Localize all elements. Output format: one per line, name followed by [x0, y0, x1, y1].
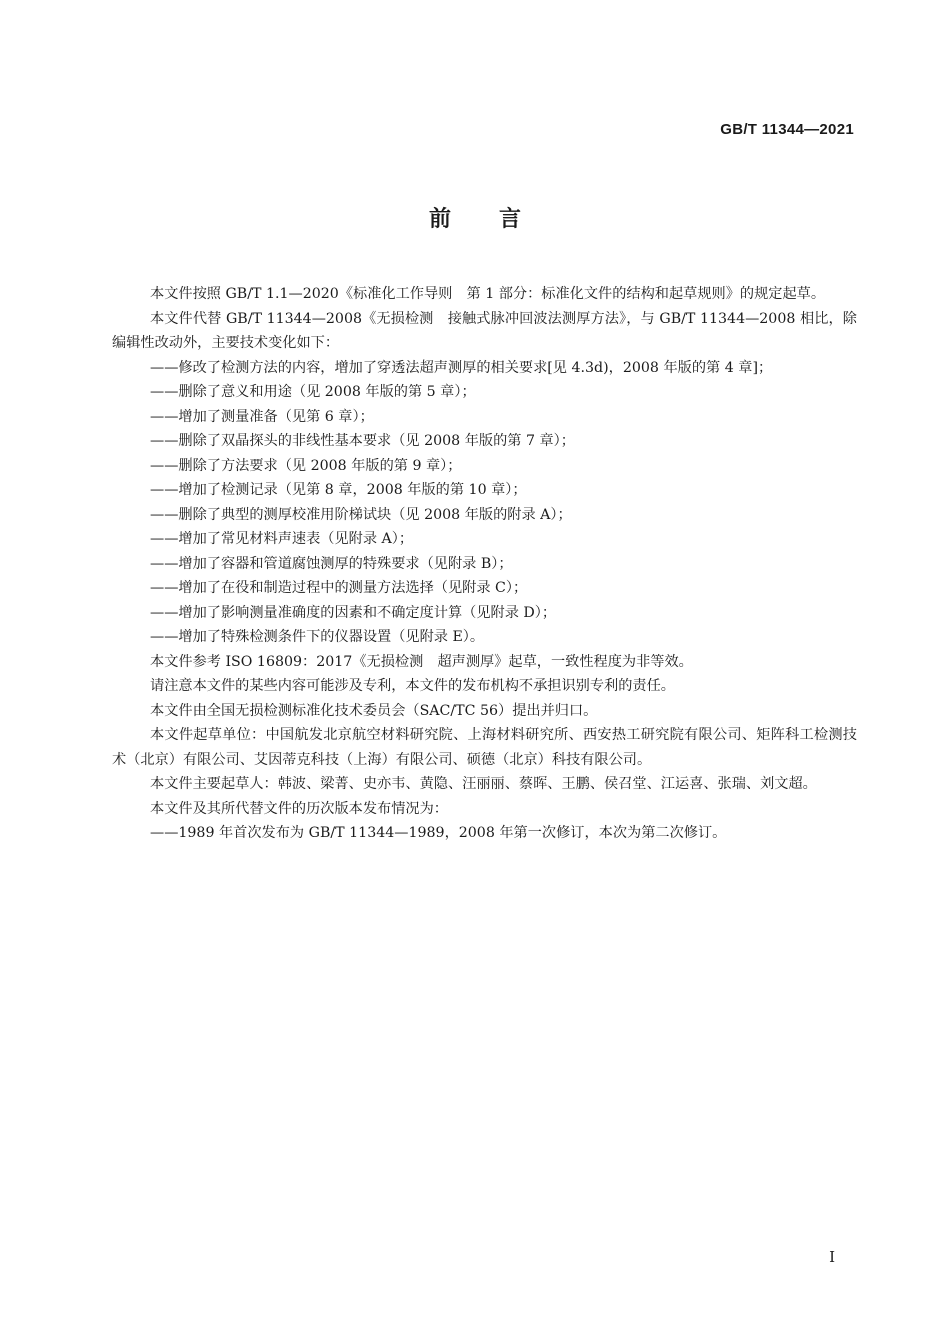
paragraph-drafting-rules: 本文件按照 GB/T 1.1—2020《标准化工作导则 第 1 部分：标准化文件的结构和起草规则》的规定起草。 [150, 286, 826, 302]
change-item: ——删除了典型的测厚校准用阶梯试块（见 2008 年版的附录 A）； [150, 506, 572, 523]
change-item: ——增加了检测记录（见第 8 章，2008 年版的第 10 章）； [150, 482, 527, 498]
change-item: ——增加了容器和管道腐蚀测厚的特殊要求（见附录 B）； [150, 555, 513, 572]
change-item: ——删除了双晶探头的非线性基本要求（见 2008 年版的第 7 章）； [150, 433, 575, 449]
change-item: ——删除了方法要求（见 2008 年版的第 9 章）； [150, 457, 462, 474]
change-item: ——增加了特殊检测条件下的仪器设置（见附录 E）。 [150, 629, 485, 645]
paragraph-drafting-units: 本文件起草单位：中国航发北京航空材料研究院、上海材料研究所、西安热工研究院有限公司、矩阵科工检测技术（北京）有限公司、艾因蒂克科技（上海）有限公司、硕德（北京）科技有限公司。 [112, 727, 857, 768]
page-number: I [829, 1248, 835, 1266]
history-item: ——1989 年首次发布为 GB/T 11344—1989，2008 年第一次修订，本次为第二次修订。 [150, 825, 727, 841]
paragraph-proposed-by: 本文件由全国无损检测标准化技术委员会（SAC/TC 56）提出并归口。 [150, 702, 598, 719]
foreword-body [112, 282, 857, 846]
change-item: ——增加了在役和制造过程中的测量方法选择（见附录 C）； [150, 580, 528, 596]
change-item: ——增加了影响测量准确度的因素和不确定度计算（见附录 D）； [150, 604, 557, 621]
change-item: ——修改了检测方法的内容，增加了穿透法超声测厚的相关要求[见 4.3d)，2008 年版的第 4 章]； [150, 359, 773, 376]
change-item: ——增加了常见材料声速表（见附录 A）； [150, 531, 414, 547]
change-item: ——增加了测量准备（见第 6 章）； [150, 408, 374, 425]
paragraph-reference-iso: 本文件参考 ISO 16809：2017《无损检测 超声测厚》起草，一致性程度为非等效。 [150, 653, 693, 670]
standard-code: GB/T 11344—2021 [720, 121, 854, 138]
paragraph-history-intro: 本文件及其所代替文件的历次版本发布情况为： [150, 800, 448, 817]
paragraph-replaces: 本文件代替 GB/T 11344—2008《无损检测 接触式脉冲回波法测厚方法》，与 GB/T 11344—2008 相比，除编辑性改动外，主要技术变化如下： [112, 310, 857, 351]
change-item: ——删除了意义和用途（见 2008 年版的第 5 章）； [150, 384, 476, 400]
paragraph-drafters: 本文件主要起草人：韩波、梁菁、史亦韦、黄隐、汪丽丽、蔡晖、王鹏、侯召堂、江运喜、张瑞、刘文超。 [150, 776, 817, 792]
page-title: 前言 [428, 207, 569, 232]
paragraph-patent-notice: 请注意本文件的某些内容可能涉及专利，本文件的发布机构不承担识别专利的责任。 [150, 678, 675, 694]
